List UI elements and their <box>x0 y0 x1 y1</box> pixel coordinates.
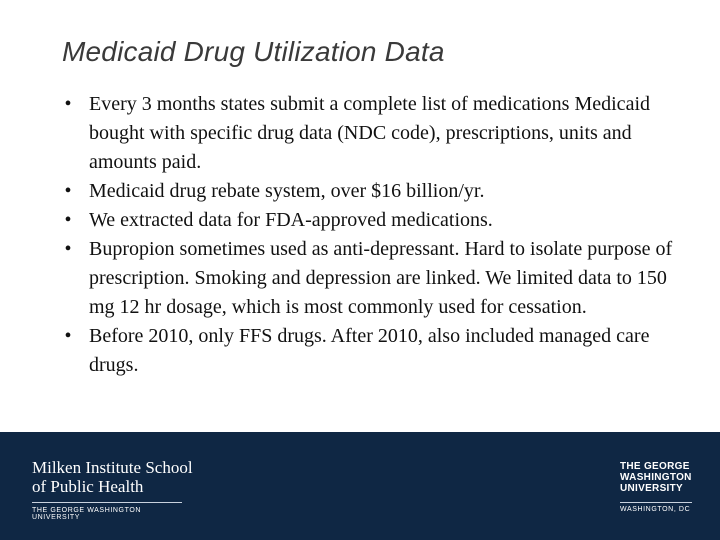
milken-logo-subtitle: THE GEORGE WASHINGTON UNIVERSITY <box>32 502 182 521</box>
gwu-logo <box>620 461 692 513</box>
bullet-item <box>58 90 678 177</box>
gwu-logo-line3: UNIVERSITY <box>620 483 684 494</box>
bullet-item <box>58 235 678 322</box>
gwu-logo-line1: THE GEORGE <box>620 461 690 472</box>
bullet-marker: • <box>64 325 72 347</box>
footer-banner <box>0 432 720 540</box>
bullet-text: Bupropion sometimes used as anti-depressant. Hard to isolate purpose of prescription. Smoking and depression are linked. We limited data to 150 mg 12 hr dosage, which is most commonly used for cessation. <box>89 238 673 318</box>
bullet-item <box>58 322 678 380</box>
bullet-marker: • <box>64 180 72 202</box>
bullet-text: Before 2010, only FFS drugs. After 2010, also included managed care drugs. <box>89 325 650 376</box>
bullet-list <box>58 90 678 380</box>
bullet-marker: • <box>64 209 72 231</box>
bullet-marker: • <box>64 93 72 115</box>
bullet-marker: • <box>64 238 72 260</box>
gwu-logo-line2: WASHINGTON <box>620 472 692 483</box>
bullet-item <box>58 177 678 206</box>
gwu-logo-city: WASHINGTON, DC <box>620 502 692 513</box>
milken-logo-line1: Milken Institute School <box>32 458 193 477</box>
bullet-text: Every 3 months states submit a complete list of medications Medicaid bought with specific drug data (NDC code), prescriptions, units and amounts paid. <box>89 93 650 173</box>
milken-logo <box>32 458 193 521</box>
bullet-text: We extracted data for FDA-approved medications. <box>89 209 493 231</box>
bullet-item <box>58 206 678 235</box>
milken-logo-line2: of Public Health <box>32 477 144 496</box>
slide-title: Medicaid Drug Utilization Data <box>62 36 445 67</box>
bullet-text: Medicaid drug rebate system, over $16 billion/yr. <box>89 180 485 202</box>
